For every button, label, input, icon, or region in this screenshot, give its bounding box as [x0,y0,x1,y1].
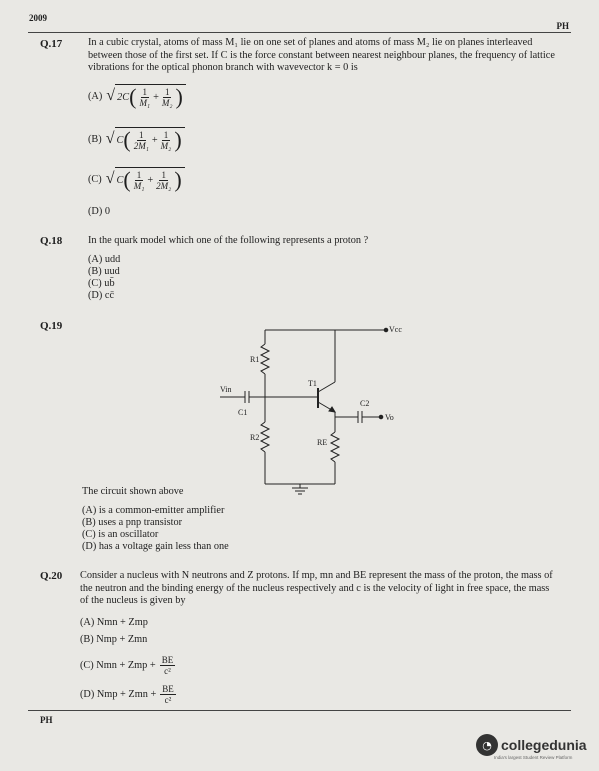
label-r1: R1 [250,355,260,364]
q17-option-b: (B) √ C ( $\frac{1}{\text{2M₁}}$ + $\frac{1}{\text{M₂}}$ ) [88,127,185,151]
label-r2: R2 [250,433,260,442]
q20-option-b: (B) Nmp + Zmn [80,634,148,645]
label-re: RE [317,438,328,447]
q19-option-d: (D) has a voltage gain less than one [82,541,229,552]
resistor-re [331,432,339,462]
q17-a-radical: 2C ( $\frac{1}{\text{M₁}}$ + $\frac{1}{\text{M₂}}$ ) [115,84,186,108]
q17-option-a: (A) √ 2C ( $\frac{1}{\text{M₁}}$ + $\frac{1}{\text{M₂}}$ ) [88,84,186,108]
q17-a-label: (A) [88,90,103,102]
q17-b-radical: C ( $\frac{1}{\text{2M₁}}$ + $\frac{1}{\text{M₂}}$ ) [115,127,185,151]
q19-option-a: (A) is a common-emitter amplifier [82,505,225,516]
label-c1: C1 [238,408,248,417]
q17-text: In a cubic crystal, atoms of mass M₁ lie on one set of planes and atoms of mass M₂ lie on planes interleaved between those of the first set. If C is the force constant between nearest neighbour planes, the frequency of lattice vibrations for the optical phonon branch with wavevector k = 0 is [88,37,555,73]
label-t1: T1 [308,379,317,388]
vcc-terminal [384,328,388,332]
collegedunia-logo [476,734,587,756]
q19-option-c: (C) is an oscillator [82,529,159,540]
label-vo: Vo [385,413,394,422]
q19-number: Q.19 [40,320,63,332]
label-vin: Vin [220,385,232,394]
resistor-r1 [261,344,269,374]
label-c2: C2 [360,399,370,408]
q17-c-radical: C ( $\frac{1}{\text{M₁}}$ + $\frac{1}{\text{2M₂}}$ ) [115,167,185,191]
q17-option-d: (D) 0 [88,206,111,217]
transistor-collector [318,382,335,392]
q19-circuit-diagram [200,322,420,497]
resistor-r2 [261,422,269,452]
q19-text: The circuit shown above [82,486,184,497]
q18-option-a: (A) udd [88,254,121,265]
label-vcc: Vcc [389,325,402,334]
header-rule [28,32,571,33]
q20-option-d: (D) Nmp + Zmn + $\frac{BE}{\text{c²}}$ [80,684,174,705]
footer-code: PH [40,715,53,725]
q18-number: Q.18 [40,235,63,247]
q19-option-b: (B) uses a pnp transistor [82,517,183,528]
q18-text: In the quark model which one of the following represents a proton ? [88,235,369,246]
q18-option-c: (C) ub̄ [88,278,115,289]
q20-option-c: (C) Nmn + Zmp + $\frac{BE}{\text{c²}}$ [80,655,174,676]
paper-code: PH [556,21,569,31]
q17-number: Q.17 [40,38,63,50]
footer-rule [28,710,571,711]
q20-option-a: (A) Nmn + Zmp [80,617,148,628]
collegedunia-logo-icon: ◔ [476,734,498,756]
vo-terminal [379,415,383,419]
exam-year: 2009 [29,13,47,23]
collegedunia-logo-text: collegedunia [501,737,587,753]
q18-option-b: (B) uud [88,266,120,277]
q20-number: Q.20 [40,570,63,582]
collegedunia-tagline: India's largest Student Review Platform [494,755,573,760]
q18-option-d: (D) cc̄ [88,290,115,301]
q17-option-c: (C) √ C ( $\frac{1}{\text{M₁}}$ + $\frac{1}{\text{2M₂}}$ ) [88,167,185,191]
q20-text: Consider a nucleus with N neutrons and Z protons. If mp, mn and BE represent the mass of the proton, the mass of the neutron and the binding energy of the nucleus respectively and c is the velocity of light in free space, the mass of the nucleus is given by [80,570,553,606]
